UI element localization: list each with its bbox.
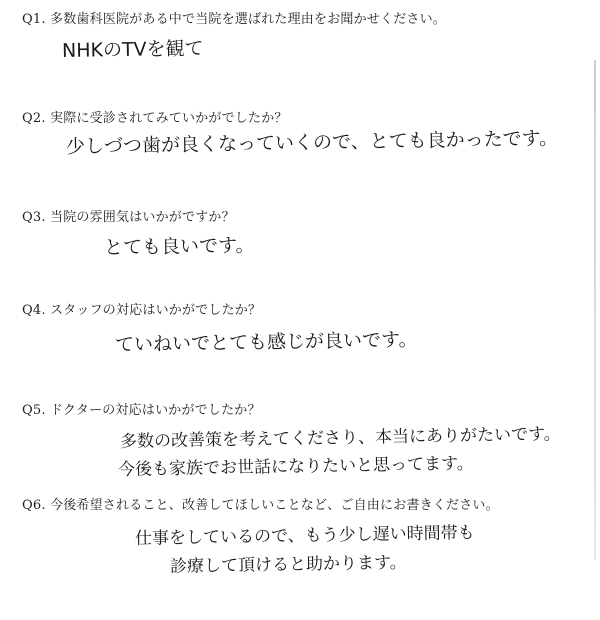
- answer-6-line-1: 仕事をしているので、もう少し遅い時間帯も: [134, 523, 475, 549]
- answer-5-line-2: 今後も家族でお世話になりたいと思ってます。: [117, 453, 474, 480]
- answer-4: ていねいでとても感じが良いです。: [114, 328, 418, 356]
- scan-edge-shadow: [594, 60, 596, 560]
- question-4: Q4. スタッフの対応はいかがでしたか？: [22, 303, 262, 318]
- question-1: Q1. 多数歯科医院がある中で当院を選ばれた理由をお聞かせください。: [22, 12, 446, 27]
- question-6: Q6. 今後希望されること、改善してほしいことなど、ご自由にお書きください。: [22, 498, 499, 513]
- question-2: Q2. 実際に受診されてみていかがでしたか？: [22, 111, 288, 126]
- question-5: Q5. ドクターの対応はいかがでしたか？: [22, 403, 261, 418]
- answer-3: とても良いです。: [103, 234, 255, 259]
- answer-5-line-1: 多数の改善策を考えてくださり、本当にありがたいです。: [119, 424, 561, 452]
- answer-1: NHKのTVを観て: [61, 37, 204, 62]
- question-3: Q3. 当院の雰囲気はいかがですか？: [22, 210, 235, 225]
- answer-6-line-2: 診療して頂けると助かります。: [169, 552, 407, 577]
- answer-2: 少しづつ歯が良くなっていくので、とても良かったです。: [65, 127, 559, 158]
